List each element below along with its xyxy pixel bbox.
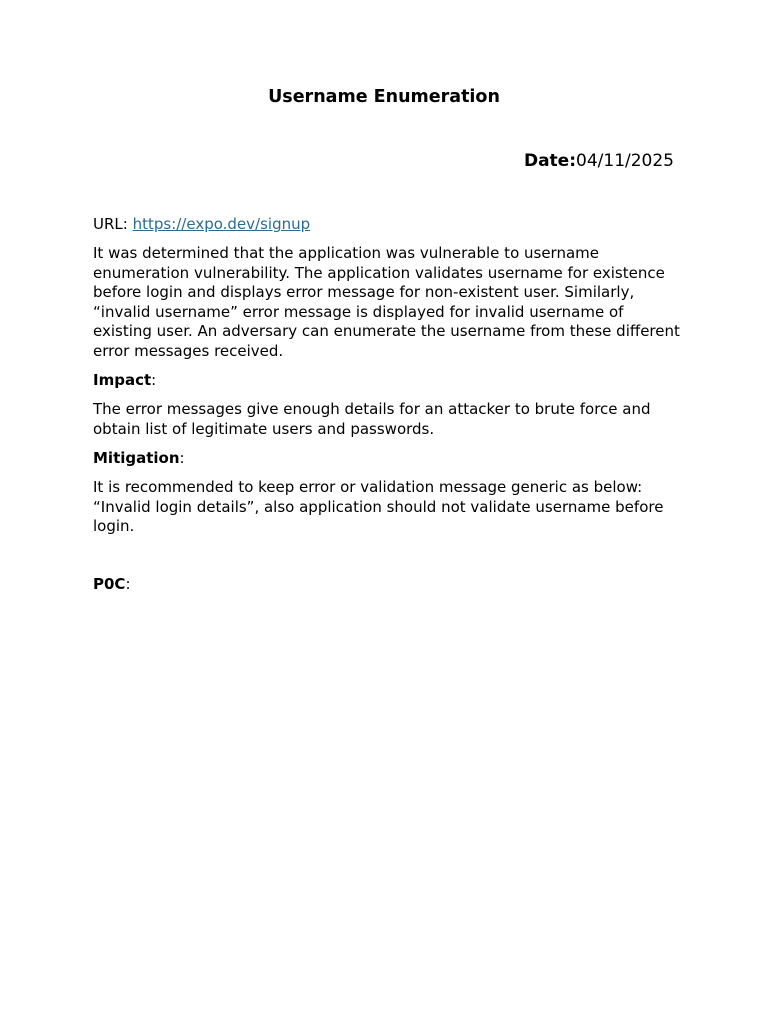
document-title: Username Enumeration xyxy=(268,87,500,107)
date-label: Date: xyxy=(523,151,577,171)
mitigation-heading-label: Mitigation xyxy=(93,448,180,467)
document-body xyxy=(93,215,683,604)
date-value: 04/11/2025 xyxy=(576,151,674,171)
description-paragraph: It was determined that the application was vulnerable to username enumeration vulnerability. The application validates username for existence before login and displays error message for non-existent user. Similarly, “invalid username” error message is displayed for invalid username of existing user. An adversary can enumerate the username from these different error messages received. xyxy=(93,244,680,361)
url-line xyxy=(93,215,683,235)
poc-heading-label: P0C xyxy=(93,574,126,593)
poc-heading xyxy=(93,575,683,595)
mitigation-paragraph: It is recommended to keep error or validation message generic as below: “Invalid login details”, also application should not validate username before login. xyxy=(93,478,664,536)
impact-heading-label: Impact xyxy=(93,371,152,390)
impact-heading xyxy=(93,371,683,391)
mitigation-heading xyxy=(93,449,683,469)
impact-heading-colon: : xyxy=(151,371,157,390)
mitigation-heading-colon: : xyxy=(179,448,185,467)
url-label: URL: xyxy=(93,215,133,233)
poc-heading-colon: : xyxy=(125,574,131,593)
report-date xyxy=(524,150,674,172)
target-url-link[interactable]: https://expo.dev/signup xyxy=(132,215,311,233)
impact-paragraph: The error messages give enough details for an attacker to brute force and obtain list of legitimate users and passwords. xyxy=(93,400,651,438)
